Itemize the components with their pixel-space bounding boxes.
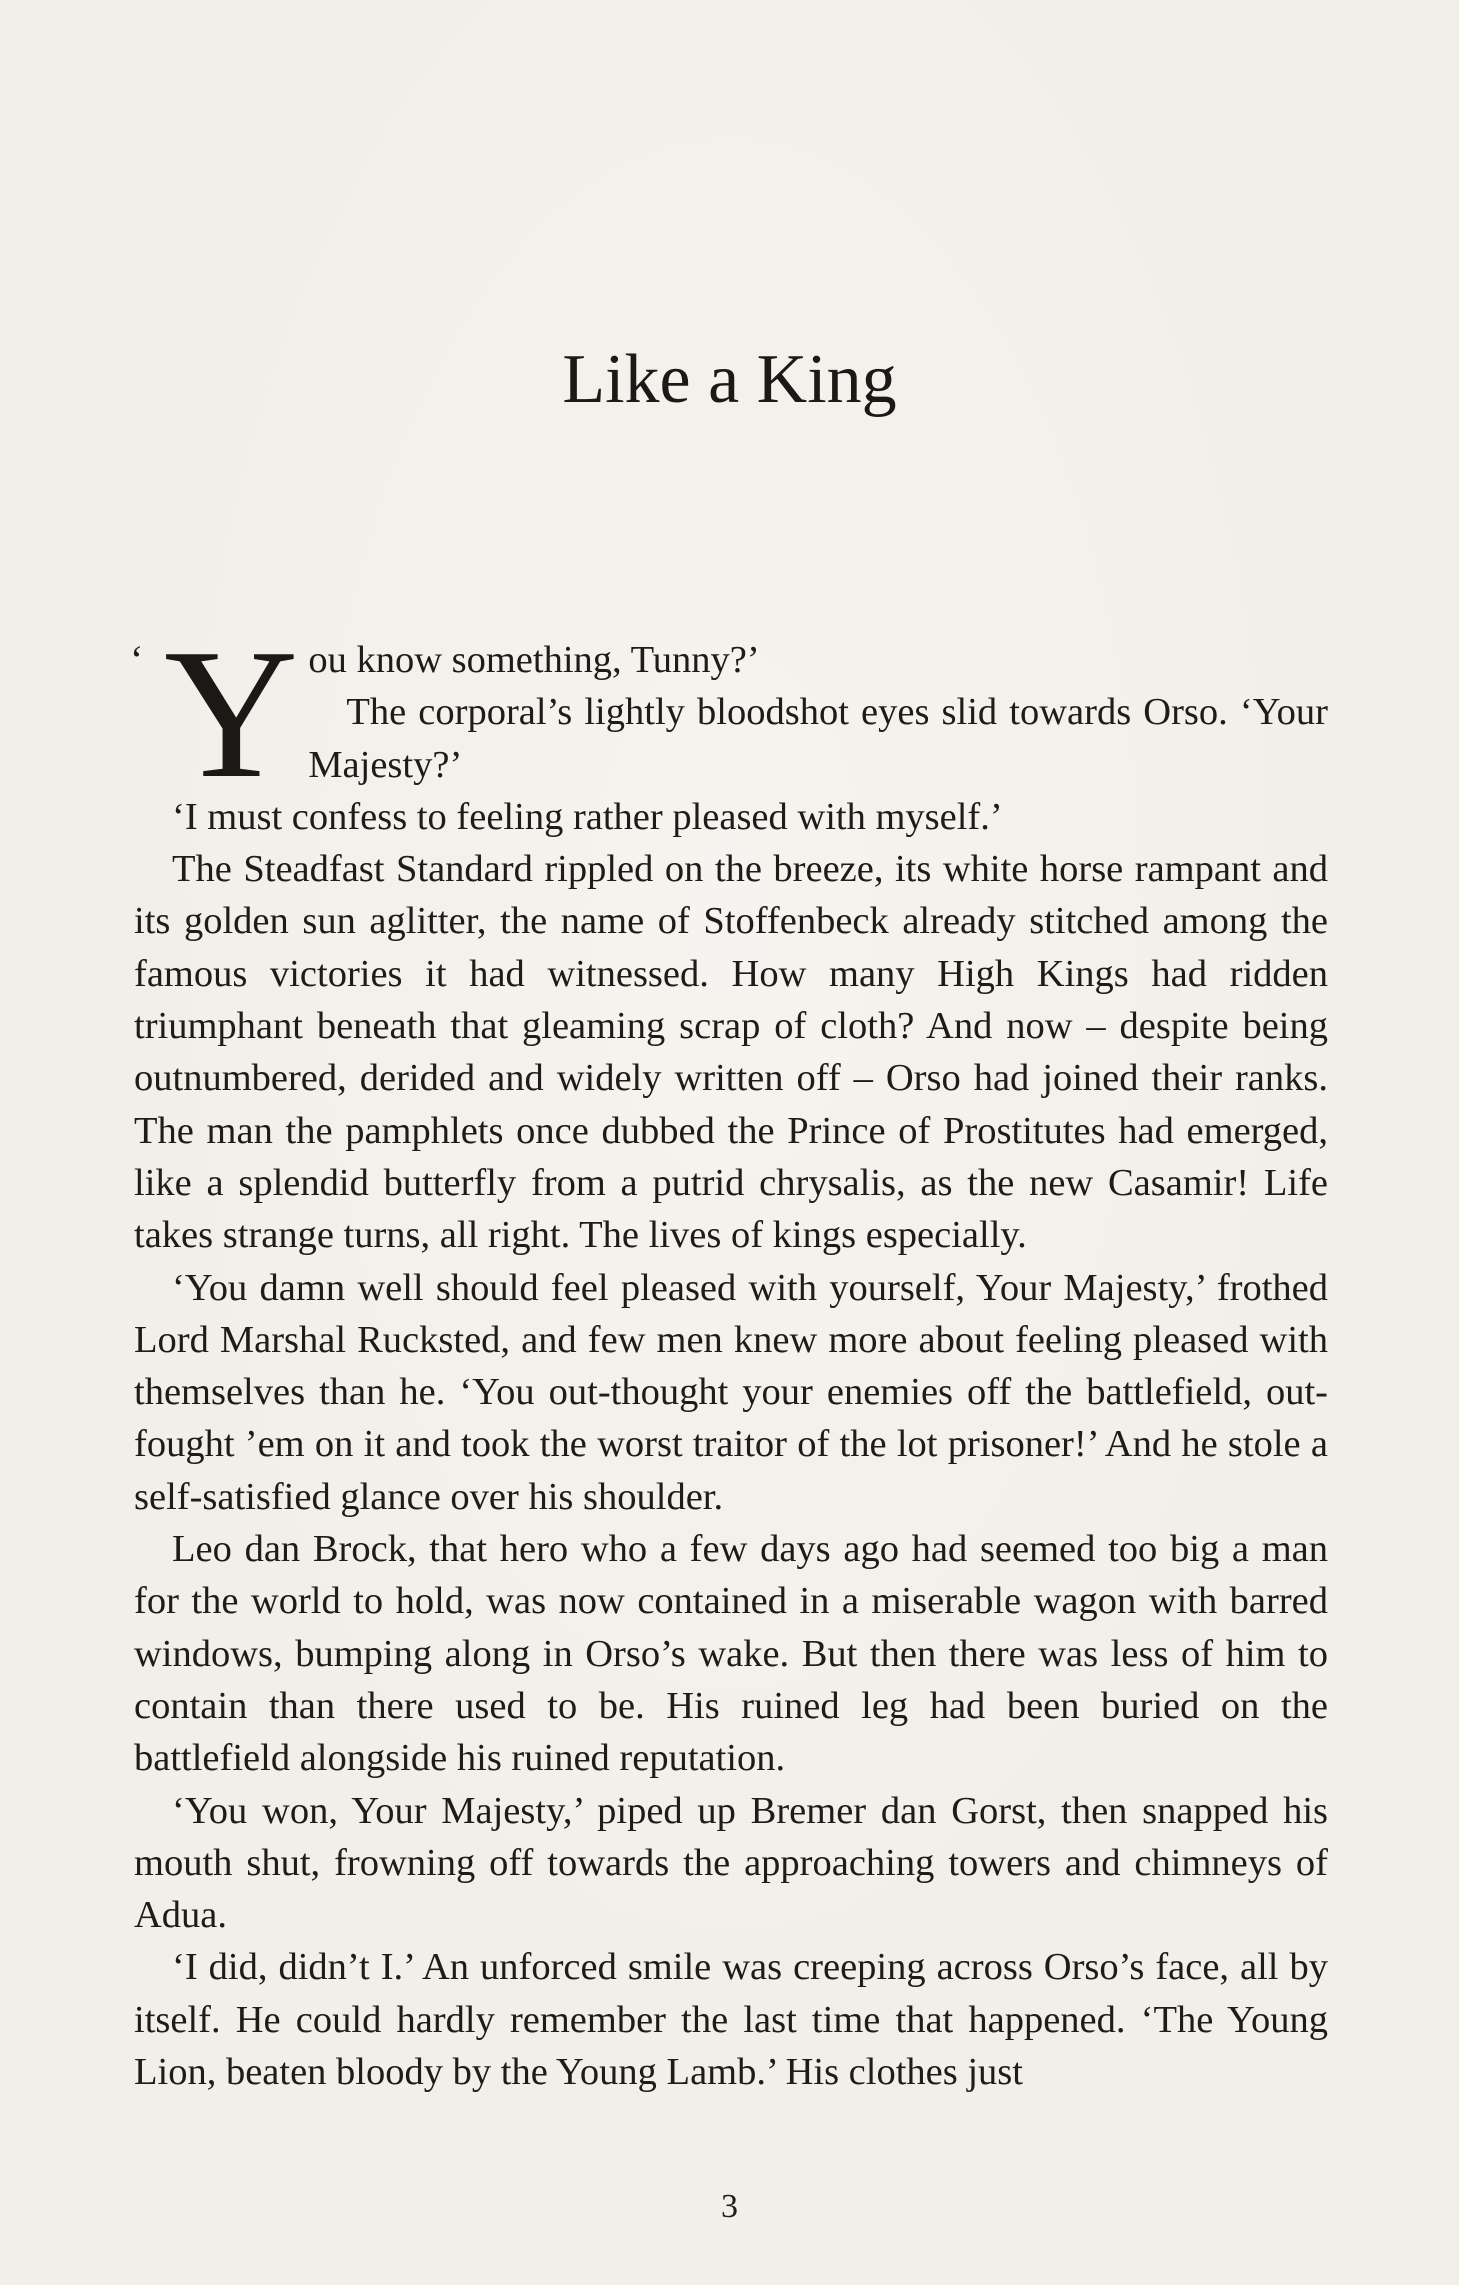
opening-line: ou know something, Tunny?’ — [308, 639, 760, 681]
paragraph: ‘I must confess to feeling rather pleased with myself.’ — [172, 795, 1003, 838]
paragraph: The Steadfast Standard rippled on the breeze, its white horse rampant and its golden sun aglitter, the name of Stoffenbeck already stitched among the famous victories it had witnessed. How many High Kings had ridden triumphant beneath that gleaming scrap of cloth? And now – despite being outnumbered, derided and widely written off – Orso had joined their ranks. The man the pamphlets once dubbed the Prince of Prostitutes had emerged, like a splendid butterfly from a putrid chrysalis, as the new Casamir! Life takes strange turns, all right. The lives of kings especially. — [134, 848, 1328, 1257]
paragraph: ‘You won, Your Majesty,’ piped up Bremer dan Gorst, then snapped his mouth shut, frowning off towards the approaching towers and chimneys of Adua. — [134, 1789, 1328, 1937]
opening-reply: The corporal’s lightly bloodshot eyes slid towards Orso. ‘Your Majesty?’ — [308, 691, 1328, 786]
chapter-title: Like a King — [562, 341, 897, 418]
drop-cap: Y — [164, 611, 299, 817]
paragraph: Leo dan Brock, that hero who a few days ago had seemed too big a man for the world to hold, was now contained in a miserable wagon with barred windows, bumping along in Orso’s wake. But then there was less of him to contain than there used to be. His ruined leg had been buried on the battlefield alongside his ruined reputation. — [134, 1528, 1328, 1780]
opening-quote-mark: ‘ — [130, 637, 144, 682]
paragraph: ‘I did, didn’t I.’ An unforced smile was creeping across Orso’s face, all by itself. He could hardly remember the last time that happened. ‘The Young Lion, beaten bloody by the Young Lamb.’ His clothes just — [134, 1946, 1328, 2094]
body-text — [130, 611, 1328, 2098]
paragraph: ‘You damn well should feel pleased with yourself, Your Majesty,’ frothed Lord Marshal Rucksted, and few men knew more about feeling pleased with themselves than he. ‘You out-thought your enemies off the battlefield, out-fought ’em on it and took the worst traitor of the lot prisoner!’ And he stole a self-satisfied glance over his shoulder. — [134, 1266, 1328, 1518]
page-number: 3 — [721, 2188, 738, 2225]
